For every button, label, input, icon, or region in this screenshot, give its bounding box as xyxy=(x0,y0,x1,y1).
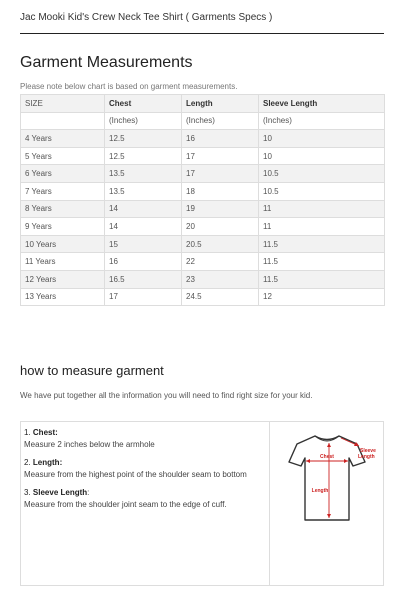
step-length xyxy=(24,457,264,480)
chest-label: Chest xyxy=(320,454,334,460)
length-cell: 22 xyxy=(182,253,259,271)
table-header-row xyxy=(21,95,385,113)
chest-cell: 16.5 xyxy=(105,270,182,288)
size-cell: 4 Years xyxy=(21,130,105,148)
sleeve-cell: 11.5 xyxy=(259,253,385,271)
size-cell: 8 Years xyxy=(21,200,105,218)
length-cell: 24.5 xyxy=(182,288,259,306)
chart-note: Please note below chart is based on garment measurements. xyxy=(20,82,238,91)
size-cell: 9 Years xyxy=(21,218,105,236)
table-row xyxy=(21,165,385,183)
page-header: Jac Mooki Kid's Crew Neck Tee Shirt ( Garments Specs ) xyxy=(20,12,273,23)
step-chest xyxy=(24,427,264,450)
length-cell: 17 xyxy=(182,147,259,165)
header-size: SIZE xyxy=(21,95,105,113)
table-row xyxy=(21,182,385,200)
length-cell: 19 xyxy=(182,200,259,218)
size-cell: 12 Years xyxy=(21,270,105,288)
section-title-how-to-measure: how to measure garment xyxy=(20,363,164,378)
table-row xyxy=(21,130,385,148)
step-text: Measure 2 inches below the armhole xyxy=(24,439,155,449)
size-cell: 7 Years xyxy=(21,182,105,200)
table-row xyxy=(21,147,385,165)
chest-cell: 13.5 xyxy=(105,182,182,200)
chest-cell: 16 xyxy=(105,253,182,271)
measurement-instructions-box xyxy=(20,421,384,586)
chest-cell: 14 xyxy=(105,218,182,236)
length-cell: 20.5 xyxy=(182,235,259,253)
step-number: 2. xyxy=(24,458,31,467)
measurement-steps xyxy=(24,427,264,517)
chest-cell: 15 xyxy=(105,235,182,253)
sleeve-cell: 12 xyxy=(259,288,385,306)
unit-cell: (Inches) xyxy=(182,112,259,130)
step-number: 1. xyxy=(24,428,31,437)
header-chest: Chest xyxy=(105,95,182,113)
step-label: Length: xyxy=(32,458,63,467)
step-text: Measure from the shoulder joint seam to the edge of cuff. xyxy=(24,499,227,509)
sleeve-label-line2: Length xyxy=(358,454,375,460)
size-chart-table xyxy=(20,94,385,306)
header-sleeve-length: Sleeve Length xyxy=(259,95,385,113)
size-cell: 5 Years xyxy=(21,147,105,165)
table-row xyxy=(21,235,385,253)
tshirt-collar xyxy=(315,436,339,441)
measure-intro: We have put together all the information you will need to find right size for your kid. xyxy=(20,391,313,400)
step-sleeve-length xyxy=(24,487,264,510)
chest-cell: 13.5 xyxy=(105,165,182,183)
sleeve-cell: 11.5 xyxy=(259,270,385,288)
box-divider xyxy=(269,422,270,585)
sleeve-cell: 11.5 xyxy=(259,235,385,253)
size-cell: 6 Years xyxy=(21,165,105,183)
table-row xyxy=(21,253,385,271)
size-cell: 13 Years xyxy=(21,288,105,306)
section-title-garment-measurements: Garment Measurements xyxy=(20,54,193,71)
tshirt-measure-diagram-icon xyxy=(285,430,376,526)
sleeve-cell: 11 xyxy=(259,200,385,218)
sleeve-cell: 10 xyxy=(259,147,385,165)
length-cell: 18 xyxy=(182,182,259,200)
size-cell: 11 Years xyxy=(21,253,105,271)
step-number: 3. xyxy=(24,488,31,497)
length-label: Length xyxy=(311,488,329,494)
table-units-row xyxy=(21,112,385,130)
length-cell: 20 xyxy=(182,218,259,236)
header-divider xyxy=(20,33,384,34)
length-cell: 17 xyxy=(182,165,259,183)
step-label: Sleeve Length xyxy=(32,488,88,497)
unit-cell: (Inches) xyxy=(259,112,385,130)
chest-cell: 14 xyxy=(105,200,182,218)
header-length: Length xyxy=(182,95,259,113)
tshirt-outline xyxy=(289,436,365,520)
sleeve-cell: 10.5 xyxy=(259,182,385,200)
sleeve-cell: 10 xyxy=(259,130,385,148)
table-row xyxy=(21,288,385,306)
sleeve-label-line1: Sleeve xyxy=(360,448,376,454)
chest-cell: 12.5 xyxy=(105,147,182,165)
unit-cell: (Inches) xyxy=(105,112,182,130)
table-row xyxy=(21,200,385,218)
step-text: Measure from the highest point of the shoulder seam to bottom xyxy=(24,469,247,479)
unit-cell xyxy=(21,112,105,130)
chest-cell: 12.5 xyxy=(105,130,182,148)
step-colon: : xyxy=(87,488,90,497)
length-cell: 23 xyxy=(182,270,259,288)
step-label: Chest: xyxy=(32,428,58,437)
chest-cell: 17 xyxy=(105,288,182,306)
size-cell: 10 Years xyxy=(21,235,105,253)
sleeve-cell: 10.5 xyxy=(259,165,385,183)
sleeve-cell: 11 xyxy=(259,218,385,236)
length-cell: 16 xyxy=(182,130,259,148)
table-row xyxy=(21,270,385,288)
table-row xyxy=(21,218,385,236)
